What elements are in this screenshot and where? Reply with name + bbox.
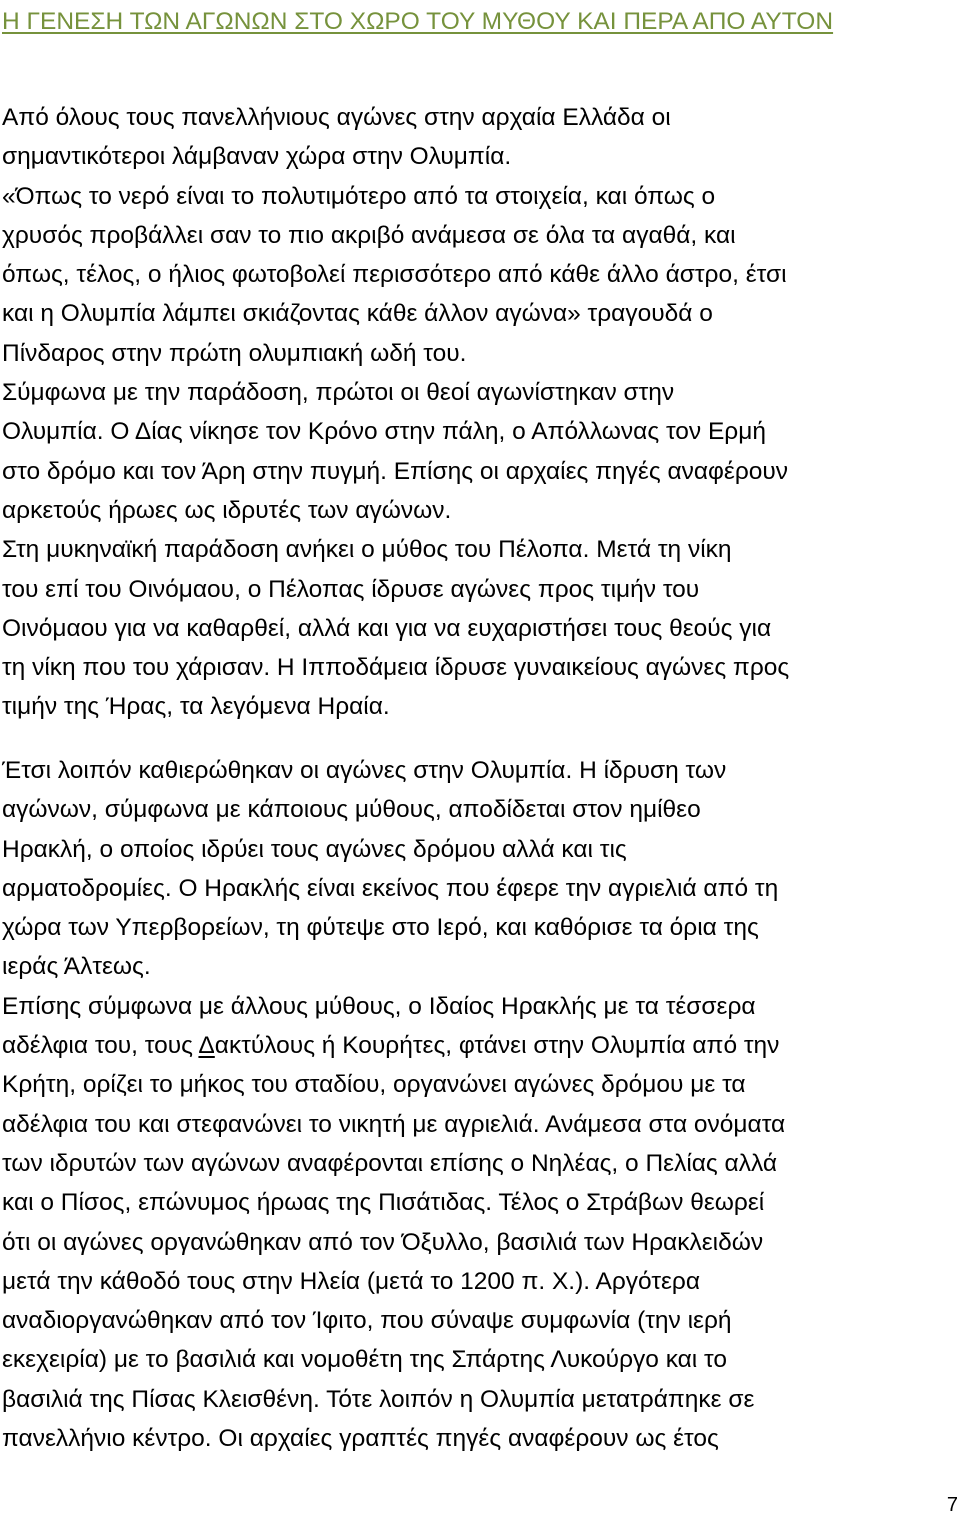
text-line: Κρήτη, ορίζει το μήκος του σταδίου, οργανώνει αγώνες δρόμου με τα <box>2 1071 746 1099</box>
text-line: Ηρακλή, ο οποίος ιδρύει τους αγώνες δρόμου αλλά και τις <box>2 835 627 863</box>
text-line: Από όλους τους πανελλήνιους αγώνες στην αρχαία Ελλάδα οι <box>2 104 671 131</box>
text-line: και ο Πίσος, επώνυμος ήρωας της Πισάτιδας. Τέλος ο Στράβων θεωρεί <box>2 1189 765 1217</box>
text-line: τιμήν της Ήρας, τα λεγόμενα Ηραία. <box>2 693 390 721</box>
text-line: Στη μυκηναϊκή παράδοση ανήκει ο μύθος του Πέλοπα. Μετά τη νίκη <box>2 536 732 564</box>
text-line: «Όπως το νερό είναι το πολυτιμότερο από τα στοιχεία, και όπως ο <box>2 182 716 210</box>
text-line: Επίσης σύμφωνα με άλλους μύθους, ο Ιδαίος Ηρακλής με τα τέσσερα <box>2 992 756 1020</box>
text-line: χώρα των Υπερβορείων, τη φύτεψε στο Ιερό, και καθόρισε τα όρια της <box>2 914 759 942</box>
text-line: μετά την κάθοδό τους στην Ηλεία (μετά το 1200 π. Χ.). Αργότερα <box>2 1267 701 1295</box>
text-line: αναδιοργανώθηκαν από τον Ίφιτο, που σύναψε συμφωνία (την ιερή <box>2 1307 732 1335</box>
text-line: αδέλφια του και στεφανώνει το νικητή με αγριελιά. Ανάμεσα στα ονόματα <box>2 1110 786 1138</box>
text-line: ότι οι αγώνες οργανώθηκαν από τον Όξυλλο, βασιλιά των Ηρακλειδών <box>2 1228 764 1256</box>
text-line: Πίνδαρος στην πρώτη ολυμπιακή ωδή του. <box>2 339 467 367</box>
text-line: όπως, τέλος, ο ήλιος φωτοβολεί περισσότερο από κάθε άλλο άστρο, έτσι <box>2 261 787 289</box>
text-line: Ολυμπία. Ο Δίας νίκησε τον Κρόνο στην πάλη, ο Απόλλωνας τον Ερμή <box>2 418 766 446</box>
text-line: Σύμφωνα με την παράδοση, πρώτοι οι θεοί αγωνίστηκαν στην <box>2 379 675 407</box>
text-line: τη νίκη που του χάρισαν. Η Ιπποδάμεια ίδρυσε γυναικείους αγώνες προς <box>2 654 790 682</box>
text-line: στο δρόμο και τον Άρη στην πυγμή. Επίσης οι αρχαίες πηγές αναφέρουν <box>2 457 789 485</box>
text-line: πανελλήνιο κέντρο. Οι αρχαίες γραπτές πηγές αναφέρουν ως έτος <box>2 1425 719 1453</box>
text-line: αρκετούς ήρωες ως ιδρυτές των αγώνων. <box>2 496 452 524</box>
text-line: Έτσι λοιπόν καθιερώθηκαν οι αγώνες στην Ολυμπία. Η ίδρυση των <box>2 757 727 784</box>
text-line: Οινόμαου για να καθαρθεί, αλλά και για να ευχαριστήσει τους θεούς για <box>2 614 772 642</box>
text-line-with-underline <box>2 1026 960 1065</box>
paragraph-block-1 <box>2 98 960 727</box>
text-line: σημαντικότεροι λάμβαναν χώρα στην Ολυμπία. <box>2 143 512 171</box>
document-title: Η ΓΕΝΕΣΗ ΤΩΝ ΑΓΩΝΩΝ ΣΤΟ ΧΩΡΟ ΤΟΥ ΜΥΘΟΥ ΚΑΙ ΠΕΡΑ ΑΠΟ ΑΥΤΟΝ <box>2 8 834 35</box>
text-line: και η Ολυμπία λάμπει σκιάζοντας κάθε άλλον αγώνα» τραγουδά ο <box>2 300 713 328</box>
text-line: εκεχειρία) με το βασιλιά και νομοθέτη της Σπάρτης Λυκούργο και το <box>2 1346 728 1374</box>
text-line: βασιλιά της Πίσας Κλεισθένη. Τότε λοιπόν η Ολυμπία μετατράπηκε σε <box>2 1385 755 1413</box>
text-line: χρυσός προβάλλει σαν το πιο ακριβό ανάμεσα σε όλα τα αγαθά, και <box>2 221 736 249</box>
text-segment: αδέλφια του, τους <box>2 1032 199 1060</box>
underlined-letter: Δ <box>198 1032 215 1060</box>
text-line: του επί του Οινόμαου, ο Πέλοπας ίδρυσε αγώνες προς τιμήν του <box>2 575 700 603</box>
text-segment: ακτύλους ή Κουρήτες, φτάνει στην Ολυμπία από την <box>214 1032 780 1060</box>
text-line: ιεράς Άλτεως. <box>2 953 151 981</box>
text-line: αγώνων, σύμφωνα με κάποιους μύθους, αποδίδεται στον ημίθεο <box>2 796 701 824</box>
paragraph-block-2 <box>2 751 960 1458</box>
text-line: των ιδρυτών των αγώνων αναφέρονται επίσης ο Νηλέας, ο Πελίας αλλά <box>2 1149 778 1177</box>
text-line: αρματοδρομίες. Ο Ηρακλής είναι εκείνος που έφερε την αγριελιά από τη <box>2 874 779 902</box>
page-number: 7 <box>946 1494 958 1516</box>
